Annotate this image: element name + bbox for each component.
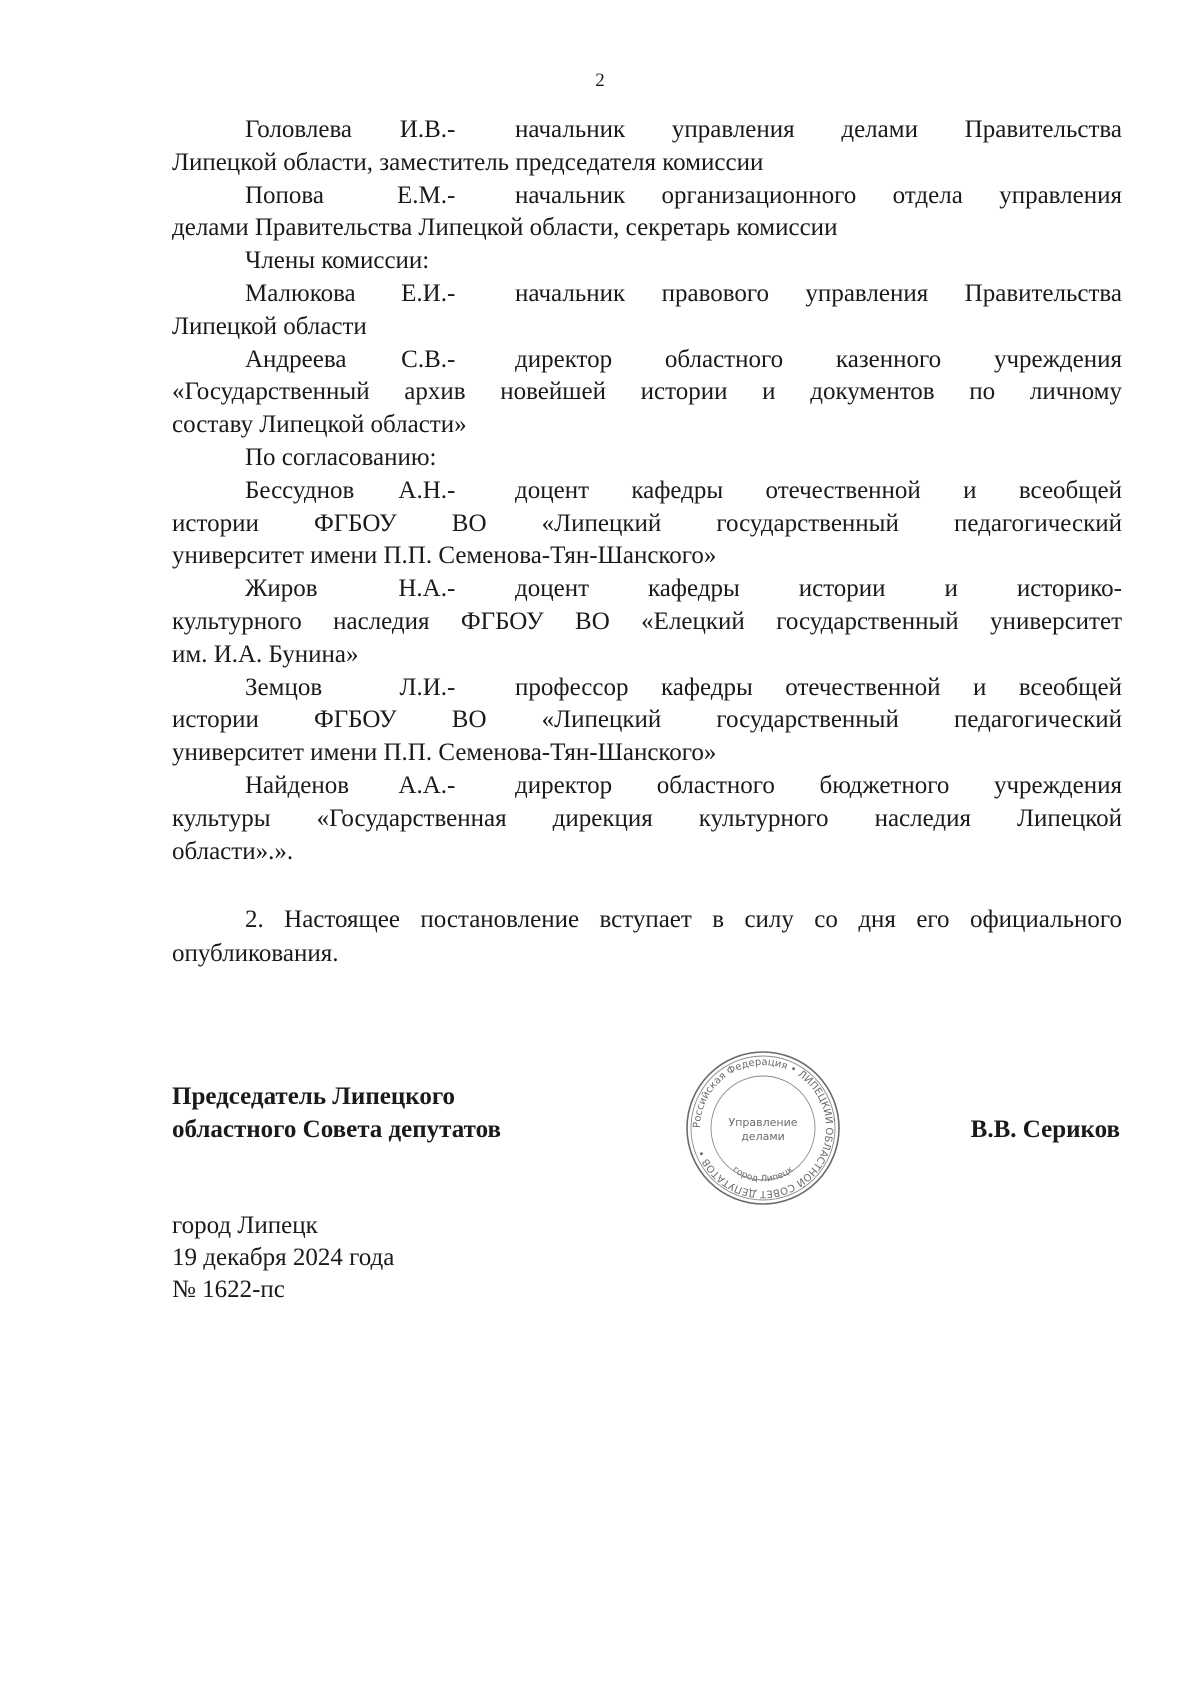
official-stamp <box>683 1048 843 1208</box>
stamp-center-line2: делами <box>741 1130 785 1143</box>
entry-person-name: Найденов А.А. <box>245 771 447 799</box>
signatory-name: В.В. Сериков <box>970 1116 1120 1143</box>
footer-number: № 1622-пс <box>172 1276 285 1303</box>
entry-dash: - <box>447 575 456 603</box>
entry-position-start: профессор кафедры отечественной и всеобщей <box>515 673 1122 701</box>
signature-title-line2: областного Совета депутатов <box>172 1116 501 1143</box>
commission-entry <box>172 114 1122 180</box>
entry-dash: - <box>447 345 456 373</box>
document-footer <box>172 1210 394 1306</box>
stamp-center-line1: Управление <box>728 1116 798 1129</box>
commission-entry <box>172 278 1122 344</box>
entry-person-name: Андреева С.В. <box>245 345 447 373</box>
entry-first-line <box>172 114 1122 147</box>
paragraph-2 <box>172 903 1122 971</box>
entry-position-start: доцент кафедры истории и историко- <box>515 575 1122 603</box>
entry-position-start: доцент кафедры отечественной и всеобщей <box>515 476 1122 504</box>
entry-position-continuation: делами Правительства Липецкой области, секретарь комиссии <box>172 214 838 242</box>
entry-position-start: директор областного бюджетного учреждения <box>515 771 1122 799</box>
entry-dash: - <box>447 673 456 701</box>
entry-position-start: директор областного казенного учреждения <box>515 345 1122 373</box>
entry-dash: - <box>447 181 456 209</box>
footer-city: город Липецк <box>172 1212 318 1239</box>
entry-position-continuation: университет имени П.П. Семенова-Тян-Шанского» <box>172 542 717 570</box>
entry-position-continuation: университет имени П.П. Семенова-Тян-Шанского» <box>172 739 717 767</box>
commission-list <box>172 114 1122 868</box>
entry-person-name: Бессуднов А.Н. <box>245 476 447 504</box>
entry-person-name: Жиров Н.А. <box>245 575 447 603</box>
paragraph-2-first-line: 2. Настоящее постановление вступает в силу со дня его официального <box>245 906 1122 933</box>
commission-entry <box>172 475 1122 573</box>
entry-position-continuation: им. И.А. Бунина» <box>172 640 359 668</box>
commission-entry <box>172 180 1122 246</box>
entry-dash: - <box>447 279 456 307</box>
entry-first-line <box>172 573 1122 606</box>
members-label: Члены комиссии: <box>245 247 430 275</box>
entry-position-continuation: Липецкой области <box>172 312 367 340</box>
page-number: 2 <box>595 70 605 91</box>
entry-position-continuation: культурного наследия ФГБОУ ВО «Елецкий государственный университет <box>172 607 1122 635</box>
entry-first-line <box>172 672 1122 705</box>
commission-entry <box>172 573 1122 671</box>
entry-position-continuation: составу Липецкой области» <box>172 411 467 439</box>
paragraph-2-rest: опубликования. <box>172 940 339 967</box>
commission-entry <box>172 672 1122 770</box>
entry-position-continuation: истории ФГБОУ ВО «Липецкий государственный педагогический <box>172 509 1122 537</box>
entry-person-name: Малюкова Е.И. <box>245 279 447 307</box>
signature-title <box>172 1080 501 1146</box>
entry-person-name: Земцов Л.И. <box>245 673 447 701</box>
entry-dash: - <box>447 116 456 143</box>
stamp-outer-text: Российская Федерация • ЛИПЕЦКИЙ ОБЛАСТНОЙ СОВЕТ ДЕПУТАТОВ • <box>691 1056 835 1200</box>
entry-position-start: начальник организационного отдела управления <box>515 181 1122 209</box>
entry-position-continuation: культуры «Государственная дирекция культурного наследия Липецкой <box>172 804 1122 832</box>
entry-position-start: начальник правового управления Правительства <box>515 279 1122 307</box>
svg-text:город Липецк <box>730 1164 796 1184</box>
entry-first-line <box>172 475 1122 508</box>
entry-first-line <box>172 180 1122 213</box>
stamp-bottom-text: город Липецк <box>730 1164 796 1185</box>
footer-date: 19 декабря 2024 года <box>172 1244 395 1271</box>
entry-first-line <box>172 278 1122 311</box>
entry-person-name: Головлева И.В. <box>245 116 447 143</box>
entry-position-continuation: истории ФГБОУ ВО «Липецкий государственный педагогический <box>172 706 1122 734</box>
entry-position-continuation: «Государственный архив новейшей истории и документов по личному <box>172 378 1122 406</box>
commission-entry <box>172 770 1122 868</box>
signature-title-line1: Председатель Липецкого <box>172 1083 456 1110</box>
entry-position-continuation: области».». <box>172 837 294 865</box>
entry-first-line <box>172 770 1122 803</box>
entry-position-start: начальник управления делами Правительства <box>515 116 1122 143</box>
entry-dash: - <box>447 771 456 799</box>
entry-person-name: Попова Е.М. <box>245 181 447 209</box>
agreement-label: По согласованию: <box>245 443 437 471</box>
entry-position-continuation: Липецкой области, заместитель председателя комиссии <box>172 148 764 176</box>
entry-first-line <box>172 344 1122 377</box>
entry-dash: - <box>447 476 456 504</box>
commission-entry <box>172 344 1122 442</box>
